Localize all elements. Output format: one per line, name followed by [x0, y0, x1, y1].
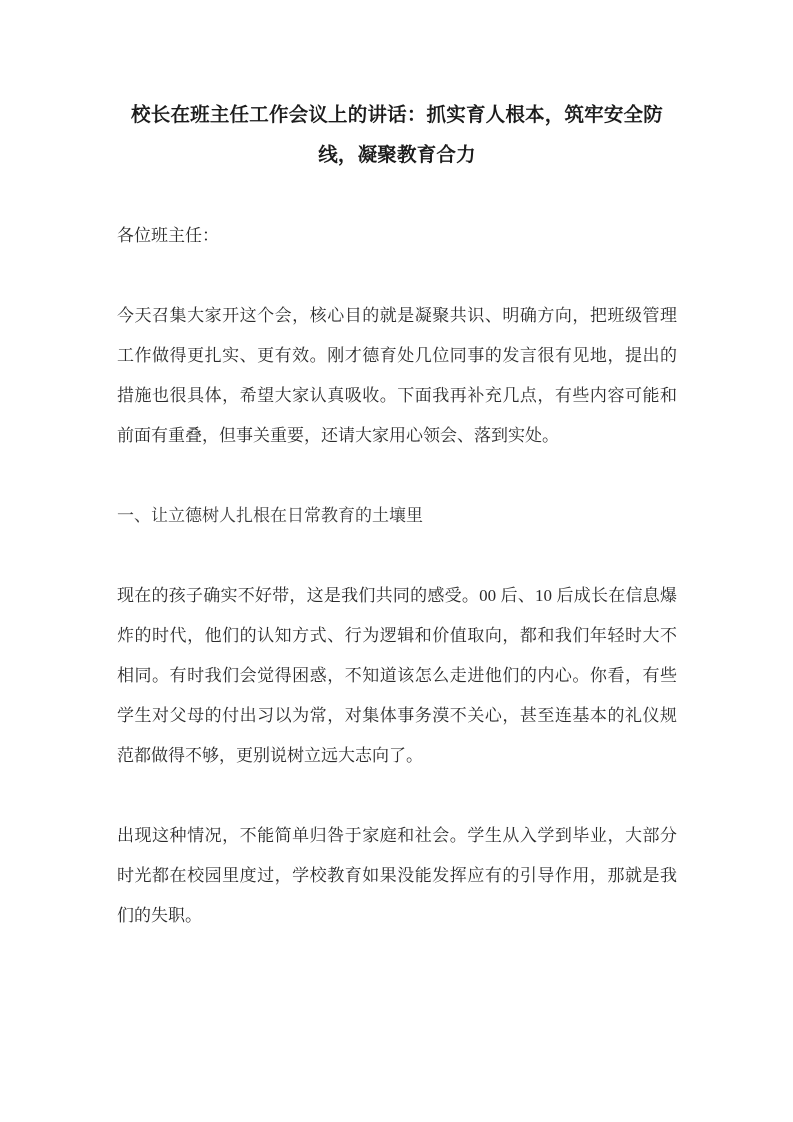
section-heading-1: 一、让立德树人扎根在日常教育的土壤里 [117, 506, 423, 525]
spacer-after-salutation [117, 256, 677, 296]
page-title [117, 96, 677, 176]
page-title-line-1: 校长在班主任工作会议上的讲话：抓实育人根本，筑牢安全防线，凝 [131, 105, 663, 166]
paragraph-2: 现在的孩子确实不好带，这是我们共同的感受。00 后、10 后成长在信息爆炸的时代，他们的认知方式、行为逻辑和价值取向，都和我们年轻时大不相同。有时我们会觉得困惑，不知道该怎么走进他们的内心。你看，有些学生对父母的付出习以为常，对集体事务漠不关心，甚至连基本的礼仪规范都做得不够，更别说树立远大志向了。 [117, 586, 677, 765]
salutation: 各位班主任： [117, 226, 219, 245]
page-title-line-2: 聚教育合力 [377, 145, 476, 166]
spacer-before-section-1 [117, 456, 677, 496]
paragraph-3: 出现这种情况，不能简单归咎于家庭和社会。学生从入学到毕业，大部分时光都在校园里度过，学校教育如果没能发挥应有的引导作用，那就是我们的失职。 [117, 826, 677, 925]
paragraph-1: 今天召集大家开这个会，核心目的就是凝聚共识、明确方向，把班级管理工作做得更扎实、更有效。刚才德育处几位同事的发言很有见地，提出的措施也很具体，希望大家认真吸收。下面我再补充几点，有些内容可能和前面有重叠，但事关重要，还请大家用心领会、落到实处。 [117, 306, 677, 445]
document-content [117, 96, 677, 936]
spacer-after-section-1 [117, 536, 677, 576]
spacer-before-paragraph-3 [117, 776, 677, 816]
spacer-after-title [117, 176, 677, 216]
